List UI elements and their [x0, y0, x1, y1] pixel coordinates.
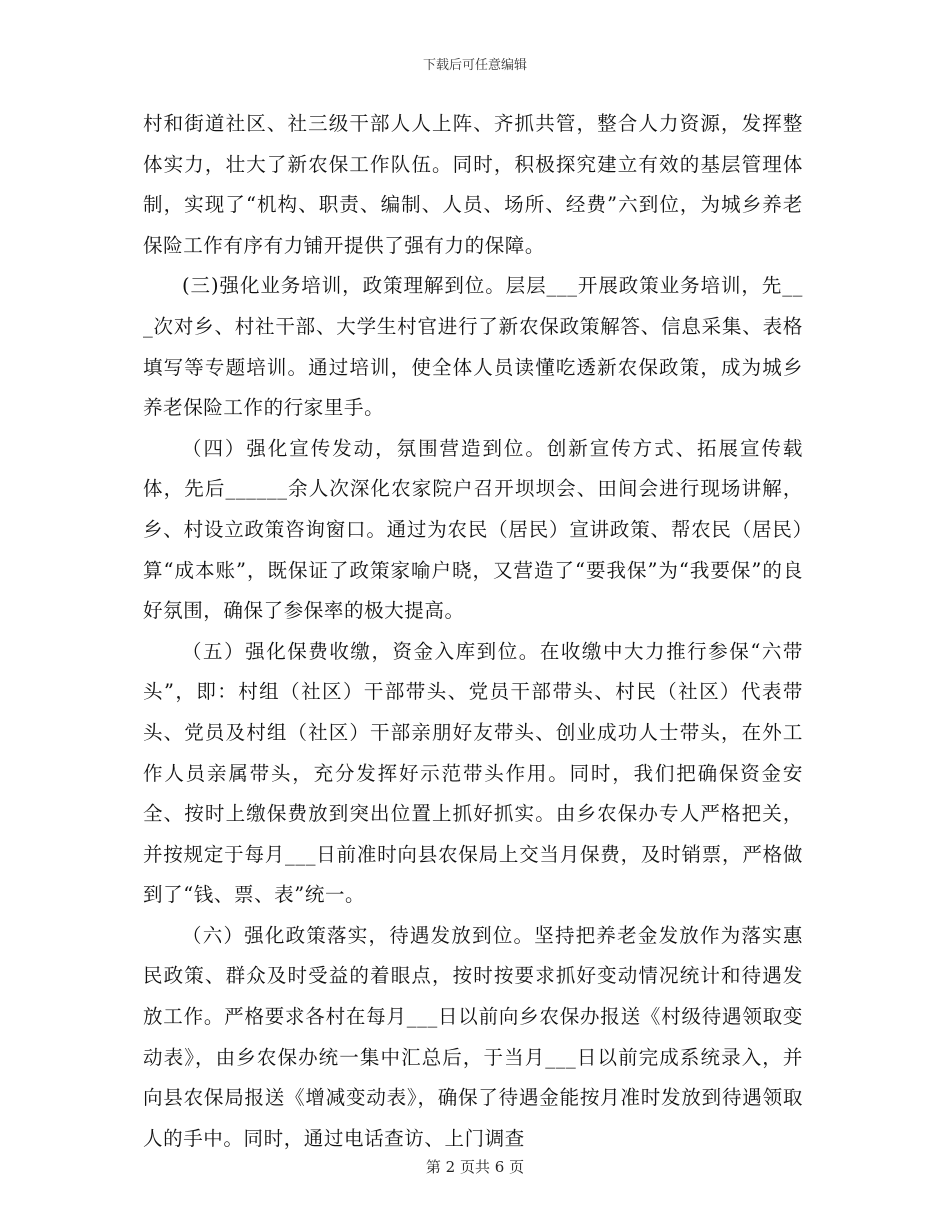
paragraph-section-3: (三)强化业务培训，政策理解到位。层层___开展政策业务培训，先___次对乡、村社干部、大学生村官进行了新农保政策解答、信息采集、表格填写等专题培训。通过培训，使全体人员读懂吃透新农保政策，成为城乡养老保险工作的行家里手。: [143, 274, 803, 420]
paragraph-section-4: （四）强化宣传发动，氛围营造到位。创新宣传方式、拓展宣传载体，先后______余人次深化农家院户召开坝坝会、田间会进行现场讲解，乡、村设立政策咨询窗口。通过为农民（居民）宣讲政策、帮农民（居民）算“成本账”，既保证了政策家喻户晓，又营造了“要我保”为“我要保”的良好氛围，确保了参保率的极大提高。: [143, 436, 803, 623]
page-header: 下载后可任意编辑: [422, 58, 527, 73]
paragraph-section-5: （五）强化保费收缴，资金入库到位。在收缴中大力推行参保“六带头”，即：村组（社区）干部带头、党员干部带头、村民（社区）代表带头、党员及村组（社区）干部亲朋好友带头、创业成功人士带头，在外工作人员亲属带头，充分发挥好示范带头作用。同时，我们把确保资金安全、按时上缴保费放到突出位置上抓好抓实。由乡农保办专人严格把关，并按规定于每月___日前准时向县农保局上交当月保费，及时销票，严格做到了“钱、票、表”统一。: [143, 639, 803, 907]
page-number: 第 2 页共 6 页: [425, 1158, 525, 1176]
paragraph-continuation: 村和街道社区、社三级干部人人上阵、齐抓共管，整合人力资源，发挥整体实力，壮大了新农保工作队伍。同时，积极探究建立有效的基层管理体制，实现了“机构、职责、编制、人员、场所、经费”六到位，为城乡养老保险工作有序有力铺开提供了强有力的保障。: [143, 112, 803, 257]
document-body: [143, 104, 803, 1159]
paragraph-section-6: （六）强化政策落实，待遇发放到位。坚持把养老金发放作为落实惠民政策、群众及时受益的着眼点，按时按要求抓好变动情况统计和待遇发放工作。严格要求各村在每月___日以前向乡农保办报送《村级待遇领取变动表》，由乡农保办统一集中汇总后，于当月___日以前完成系统录入，并向县农保局报送《增减变动表》，确保了待遇金能按月准时发放到待遇领取人的手中。同时，通过电话查访、上门调查: [143, 923, 803, 1150]
